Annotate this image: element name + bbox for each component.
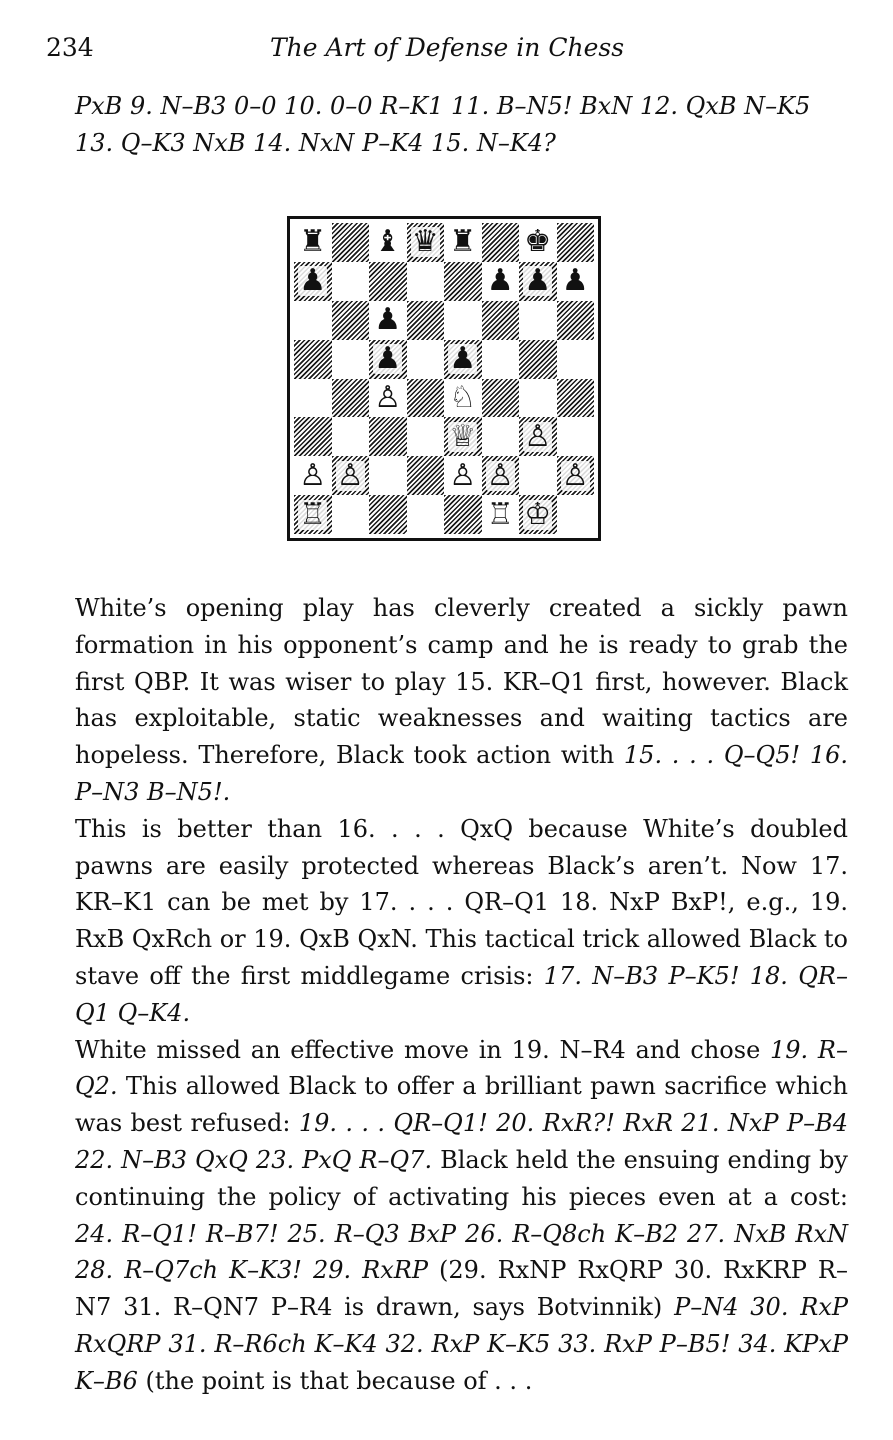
chess-board-grid	[294, 223, 594, 534]
chess-piece: ♟	[524, 263, 552, 299]
board-square	[444, 379, 482, 418]
board-square	[557, 301, 595, 340]
move-notation: 17. N–B3 P–K5! 18. QR–Q1 Q–K4.	[75, 961, 848, 1027]
board-square	[369, 340, 407, 379]
board-square	[444, 340, 482, 379]
board-square	[482, 340, 520, 379]
board-square	[407, 223, 445, 262]
chess-piece: ♟	[374, 302, 402, 338]
chess-piece: ♖	[299, 496, 327, 532]
text-run: Black held the ensuing ending by continuing the policy of activating his pieces even at a cost:	[75, 1145, 848, 1211]
board-square	[407, 417, 445, 456]
board-square	[369, 495, 407, 534]
board-square	[294, 417, 332, 456]
board-square	[444, 495, 482, 534]
paragraph	[75, 811, 848, 1032]
board-square	[369, 223, 407, 262]
move-notation: P–N4 30. RxP RxQRP 31. R–R6ch K–K4 32. RxP K–K5 33. RxP P–B5! 34. KPxP K–B6	[75, 1293, 848, 1395]
board-square	[444, 223, 482, 262]
board-square	[444, 417, 482, 456]
board-square	[557, 379, 595, 418]
board-square	[332, 417, 370, 456]
board-square	[482, 456, 520, 495]
board-square	[557, 262, 595, 301]
chess-piece: ♙	[374, 379, 402, 415]
board-square	[369, 262, 407, 301]
moves-line: PxB 9. N–B3 0–0 10. 0–0 R–K1 11. B–N5! BxN 12. QxB N–K5 13. Q–K3 NxB 14. NxN P–K4 15. N–K4?	[75, 92, 811, 157]
board-square	[407, 495, 445, 534]
chess-piece: ♙	[486, 457, 514, 493]
board-square	[369, 379, 407, 418]
board-square	[519, 301, 557, 340]
board-square	[332, 456, 370, 495]
board-square	[444, 301, 482, 340]
board-square	[519, 495, 557, 534]
board-square	[519, 340, 557, 379]
chess-piece: ♜	[449, 224, 477, 260]
board-square	[557, 456, 595, 495]
chess-piece: ♘	[449, 379, 477, 415]
board-square	[369, 417, 407, 456]
board-square	[519, 417, 557, 456]
board-square	[369, 301, 407, 340]
chess-piece: ♟	[299, 263, 327, 299]
board-square	[407, 340, 445, 379]
chess-piece: ♟	[374, 341, 402, 377]
chess-piece: ♙	[449, 457, 477, 493]
running-title: The Art of Defense in Chess	[269, 33, 625, 62]
board-square	[482, 495, 520, 534]
board-square	[407, 379, 445, 418]
board-square	[332, 340, 370, 379]
text-run: White’s opening play has cleverly created a sickly pawn formation in his opponent’s camp and he is ready to grab the first QBP. It was wiser to play 15. KR–Q1 first, however. Black has exploitable, static weaknesses and waiting tactics are hopeless. Therefore, Black took action with	[75, 594, 848, 770]
board-square	[332, 379, 370, 418]
board-square	[519, 379, 557, 418]
board-square	[294, 301, 332, 340]
board-square	[482, 417, 520, 456]
board-square	[482, 301, 520, 340]
chess-piece: ♟	[486, 263, 514, 299]
board-square	[294, 340, 332, 379]
chess-diagram	[287, 216, 601, 541]
board-square	[332, 262, 370, 301]
move-notation: 19. . . . QR–Q1! 20. RxR?! RxR 21. NxP P–B4 22. N–B3 QxQ 23. PxQ R–Q7.	[75, 1109, 848, 1174]
board-square	[294, 223, 332, 262]
board-square	[407, 301, 445, 340]
move-notation: 19. R–Q2.	[75, 1035, 848, 1101]
chess-piece: ♙	[524, 418, 552, 454]
board-square	[557, 223, 595, 262]
chess-piece: ♟	[561, 263, 589, 299]
board-square	[294, 495, 332, 534]
board-square	[332, 301, 370, 340]
text-run: This allowed Black to offer a brilliant pawn sacrifice which was best refused:	[75, 1072, 848, 1138]
board-square	[294, 262, 332, 301]
text-run: This is better than 16. . . . QxQ because White’s doubled pawns are easily protected whereas Black’s aren’t. Now 17. KR–K1 can be met by 17. . . . QR–Q1 18. NxP BxP!, e.g., 19. RxB QxRch or 19. QxB QxN. This tactical trick allowed Black to stave off the first middlegame crisis:	[75, 814, 848, 990]
chess-piece: ♕	[449, 418, 477, 454]
board-square	[557, 340, 595, 379]
chess-piece: ♖	[486, 496, 514, 532]
chess-piece: ♙	[561, 457, 589, 493]
board-square	[294, 379, 332, 418]
board-square	[444, 262, 482, 301]
board-square	[332, 223, 370, 262]
board-square	[407, 456, 445, 495]
paragraph	[75, 590, 848, 811]
chess-piece: ♝	[374, 224, 402, 260]
board-square	[369, 456, 407, 495]
board-square	[482, 379, 520, 418]
chess-piece: ♛	[411, 224, 439, 260]
text-run: (the point is that because of . . .	[137, 1366, 533, 1395]
page-number: 234	[46, 33, 94, 62]
chess-piece: ♔	[524, 496, 552, 532]
board-square	[332, 495, 370, 534]
chess-piece: ♙	[336, 457, 364, 493]
text-run: White missed an effective move in 19. N–R4 and chose	[75, 1035, 771, 1064]
board-square	[407, 262, 445, 301]
page-header	[46, 28, 848, 68]
move-notation: 15. . . . Q–Q5! 16. P–N3 B–N5!.	[75, 741, 848, 806]
body-text	[75, 590, 848, 1400]
chess-piece: ♟	[449, 341, 477, 377]
move-notation: 24. R–Q1! R–B7! 25. R–Q3 BxP 26. R–Q8ch K–B2 27. NxB RxN 28. R–Q7ch K–K3! 29. RxRP	[75, 1219, 848, 1285]
board-square	[519, 456, 557, 495]
board-square	[444, 456, 482, 495]
board-square	[482, 223, 520, 262]
board-square	[294, 456, 332, 495]
chess-piece: ♜	[299, 224, 327, 260]
board-square	[557, 495, 595, 534]
chess-piece: ♙	[299, 457, 327, 493]
board-square	[519, 223, 557, 262]
board-square	[557, 417, 595, 456]
board-square	[482, 262, 520, 301]
chess-piece: ♚	[524, 224, 552, 260]
paragraph	[75, 1032, 848, 1400]
board-square	[519, 262, 557, 301]
text-run: (29. RxNP RxQRP 30. RxKRP R–N7 31. R–QN7 P–R4 is drawn, says Botvinnik)	[75, 1256, 848, 1322]
